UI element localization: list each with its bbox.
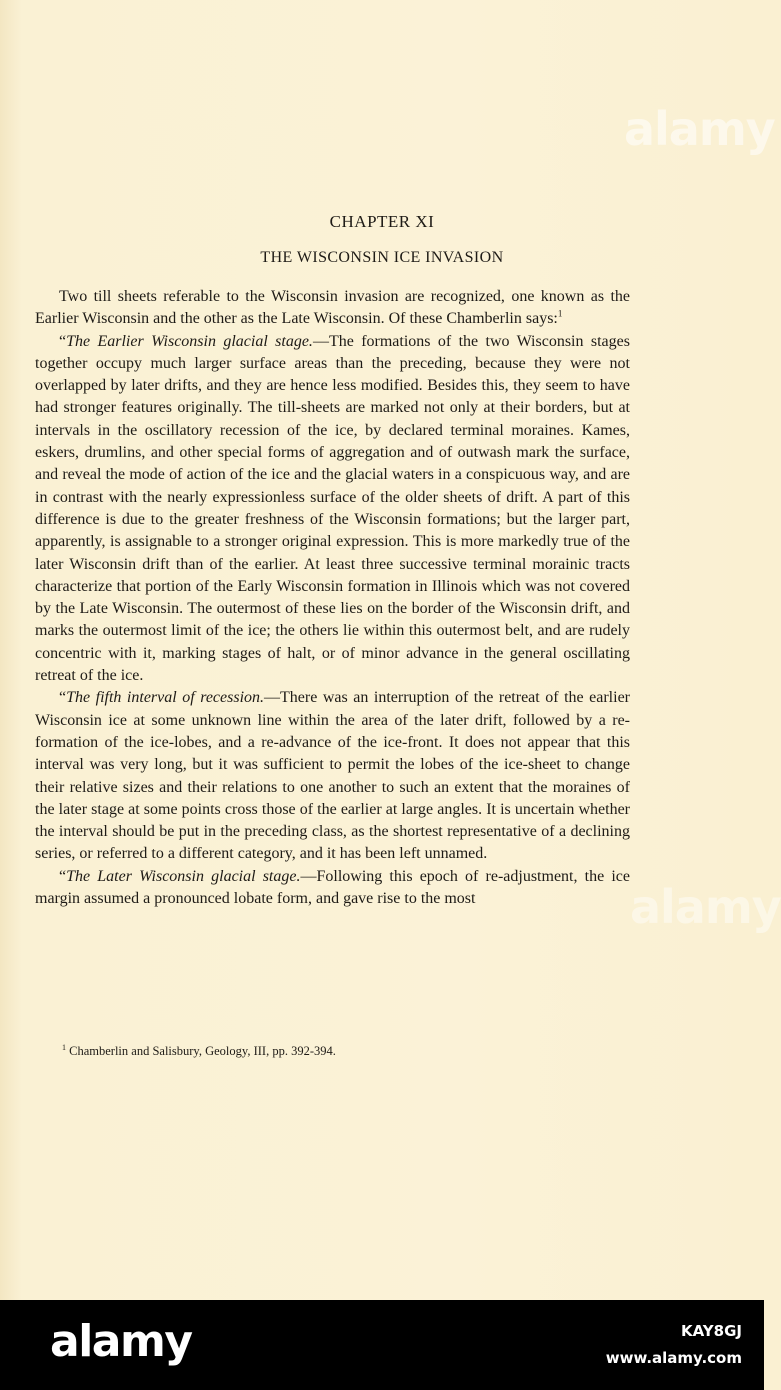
fifth-interval-heading: The fifth interval of recession. [66,689,265,707]
paragraph-later-wisconsin: “The Later Wisconsin glacial stage.—Following this epoch of re-adjustment, the ice margin assumed a pronounced lobate form, and gave rise to the most [35,867,630,908]
site-url: www.alamy.com [605,1349,742,1367]
chapter-title: THE WISCONSIN ICE INVASION [260,249,504,266]
footnote-mark: 1 [62,1043,66,1052]
chapter-number: CHAPTER XI [329,212,435,231]
footnote [62,1043,336,1059]
later-wisconsin-heading: The Later Wisconsin glacial stage. [66,867,301,885]
footnote-text: Chamberlin and Salisbury, Geology, III, pp. 392-394. [69,1044,336,1059]
later-wisconsin-text: —Following this epoch of re-adjustment, the ice margin assumed a pronounced lobate form, and gave rise to the most [35,867,630,908]
paragraph-earlier-wisconsin: “The Earlier Wisconsin glacial stage.—The formations of the two Wisconsin stages together occupy much larger surface areas than the preceding, because they were not overlapped by later drifts, and they are hence less modified. Besides this, they seem to have had stronger features originally. The till-sheets are marked not only at their borders, but at intervals in the oscillatory recession of the ice, by declared terminal moraines. Kames, eskers, drumlins, and other special forms of aggregation and of outwash mark the surface, and reveal the mode of action of the ice and the glacial waters in a conspicuous way, and are in contrast with the nearly expressionless surface of the older sheets of drift. A part of this difference is due to the greater freshness of the Wisconsin formations; but the larger part, apparently, is assignable to a stronger original expression. This is more markedly true of the later Wisconsin drift than of the earlier. At least three successive terminal morainic tracts characterize that portion of the Early Wisconsin formation in Illinois which was not covered by the Late Wisconsin. The outermost of these lies on the border of the Wisconsin drift, and marks the outermost limit of the ice; the others lie within this outermost belt, and are rudely concentric with it, marking stages of halt, or of minor advance in the general oscillating retreat of the ice. [35,332,630,685]
intro-text: Two till sheets referable to the Wisconsin invasion are recognized, one known as the Earlier Wisconsin and the other as the Late Wisconsin. Of these Chamberlin says: [35,288,630,328]
fifth-interval-text: —There was an interruption of the retreat of the earlier Wisconsin ice at some unknown line within the area of the later drift, followed by a re-formation of the ice-lobes, and a re-advance of the ice-front. It does not appear that this interval was very long, but it was sufficient to permit the lobes of the ice-sheet to change their relative sizes and their relations to one another to such an extent that the moraines of the later stage at some points cross those of the earlier at large angles. It is uncertain whether the interval should be put in the preceding class, as the shortest representative of a declining series, or referred to a different category, and it has been left unnamed. [35,689,631,863]
paragraph-intro [35,286,630,331]
footnote-reference: 1 [557,308,563,319]
image-id: KAY8GJ [681,1322,742,1340]
watermark-top: alamy [624,102,775,156]
alamy-logo: alamy [50,1316,192,1367]
earlier-wisconsin-text: —The formations of the two Wisconsin stages together occupy much larger surface areas than the preceding, because they were not overlapped by later drifts, and they are hence less modified. Besides this, they seem to have had stronger features originally. The till-sheets are marked not only at their borders, but at intervals in the oscillatory recession of the ice, by declared terminal moraines. Kames, eskers, drumlins, and other special forms of aggregation and of outwash mark the surface, and reveal the mode of action of the ice and the glacial waters in a conspicuous way, and are in contrast with the nearly expressionless surface of the older sheets of drift. A part of this difference is due to the greater freshness of the Wisconsin formations; but the larger part, apparently, is assignable to a stronger original expression. This is more markedly true of the later Wisconsin drift than of the earlier. At least three successive terminal morainic tracts characterize that portion of the Early Wisconsin formation in Illinois which was not covered by the Late Wisconsin. The outermost of these lies on the border of the Wisconsin drift, and marks the outermost limit of the ice; the others lie within this outermost belt, and are rudely concentric with it, marking stages of halt, or of minor advance in the general oscillating retreat of the ice. [35,332,630,685]
watermark-middle: alamy [630,880,781,934]
earlier-wisconsin-heading: The Earlier Wisconsin glacial stage. [66,332,313,350]
body-text [35,286,630,910]
paragraph-fifth-interval: “The fifth interval of recession.—There was an interruption of the retreat of the earlier Wisconsin ice at some unknown line within the area of the later drift, followed by a re-formation of the ice-lobes, and a re-advance of the ice-front. It does not appear that this interval was very long, but it was sufficient to permit the lobes of the ice-sheet to change their relative sizes and their relations to one another to such an extent that the moraines of the later stage at some points cross those of the earlier at large angles. It is uncertain whether the interval should be put in the preceding class, as the shortest representative of a declining series, or referred to a different category, and it has been left unnamed. [35,689,631,863]
